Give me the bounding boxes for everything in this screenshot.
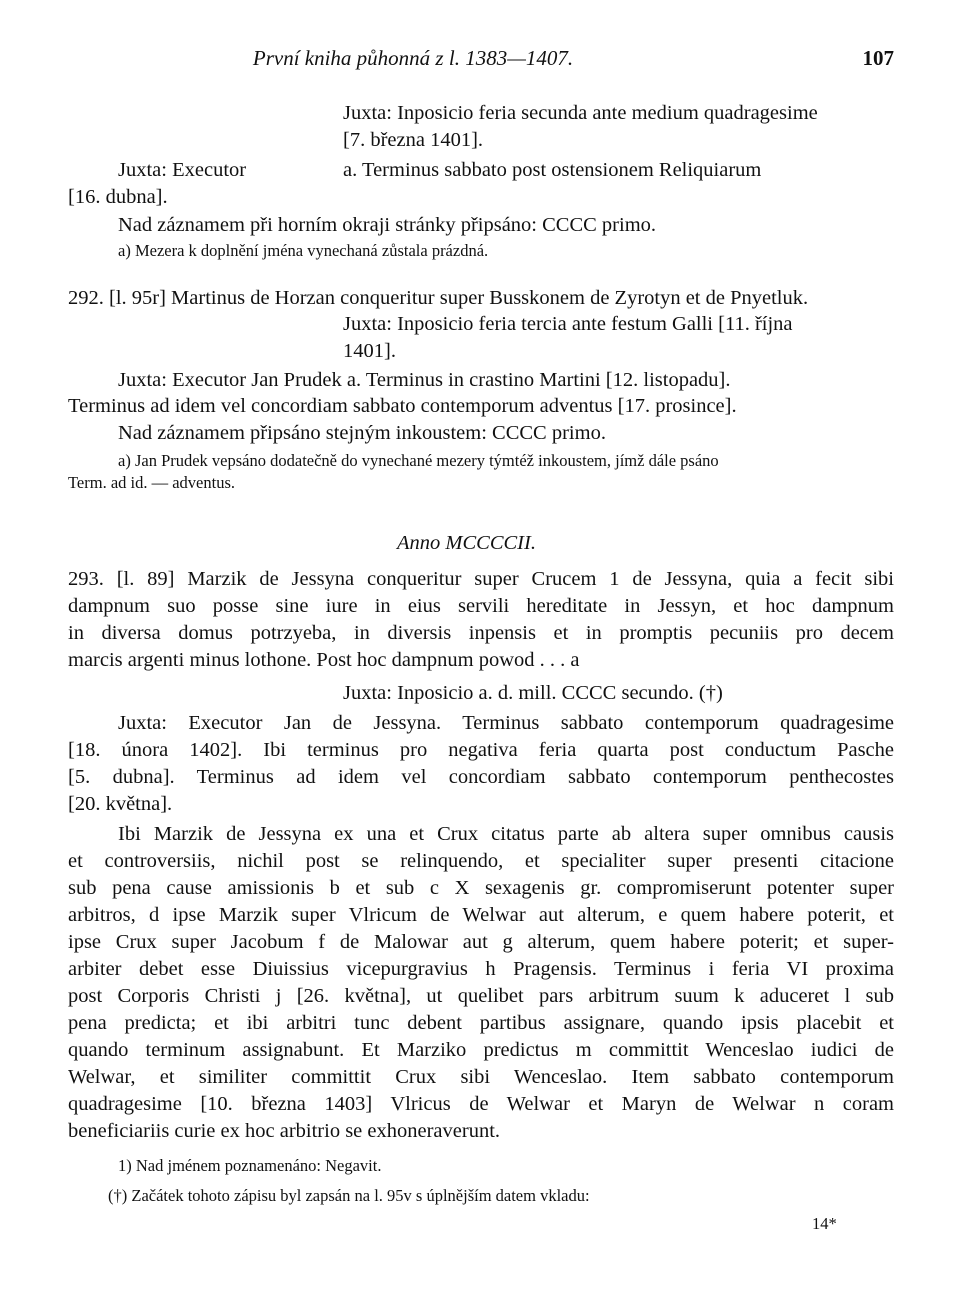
text-line: sub pena cause amissionis b et sub c X sexagenis gr. compromiserunt potenter super	[68, 877, 894, 899]
text-line: Juxta: Executor	[118, 159, 247, 181]
text-line: beneficiariis curie ex hoc arbitrio se exhoneraverunt.	[68, 1120, 501, 1142]
text-line: dampnum suo posse sine iure in eius servili hereditate in Jessyn, et hoc dampnum	[68, 595, 894, 617]
text-line: arbitros, d ipse Marzik super Vlricum de Welwar aut alterum, e quem habere poterit, et	[68, 904, 894, 926]
text-line: (†) Začátek tohoto zápisu byl zapsán na l. 95v s úplnějším datem vkladu:	[108, 1186, 590, 1205]
text-line: 14*	[812, 1214, 837, 1233]
text-line: [5. dubna]. Terminus ad idem vel concordiam sabbato contemporum penthecostes	[68, 766, 894, 788]
text-line: 293. [l. 89] Marzik de Jessyna conqueritur super Crucem 1 de Jessyna, quia a fecit sibi	[68, 568, 894, 590]
text-line: Ibi Marzik de Jessyna ex una et Crux citatus parte ab altera super omnibus causis	[118, 823, 894, 845]
text-line: [16. dubna].	[68, 186, 168, 208]
text-line: Nad záznamem připsáno stejným inkoustem: CCCC primo.	[118, 422, 606, 444]
text-line: ipse Crux super Jacobum f de Malowar aut g alterum, quem habere poterit; et super-	[68, 931, 894, 953]
text-line: Juxta: Executor Jan Prudek a. Terminus in crastino Martini [12. listopadu].	[118, 369, 731, 391]
text-line: marcis argenti minus lothone. Post hoc dampnum powod . . . a	[68, 649, 580, 671]
text-line: a) Mezera k doplnění jména vynechaná zůstala prázdná.	[118, 241, 489, 260]
text-line: Anno MCCCCII.	[397, 532, 536, 554]
text-line: Juxta: Executor Jan de Jessyna. Terminus sabbato contemporum quadragesime	[118, 712, 894, 734]
text-line: [18. února 1402]. Ibi terminus pro negativa feria quarta post conductum Pasche	[68, 739, 894, 761]
page-number: 107	[862, 46, 894, 70]
text-line: in diversa domus potrzyeba, in diversis inpensis et in promptis pecuniis pro decem	[68, 622, 894, 644]
text-line: Juxta: Inposicio feria tercia ante festum Galli [11. října	[343, 313, 793, 335]
text-line: quando terminum assignabunt. Et Marziko predictus m committit Wenceslao iudici de	[68, 1039, 894, 1061]
text-line: Welwar, et similiter committit Crux sibi Wenceslao. Item sabbato contemporum	[68, 1066, 894, 1088]
text-line: Juxta: Inposicio feria secunda ante medium quadragesime	[343, 102, 818, 124]
text-line: [20. května].	[68, 793, 173, 815]
text-line: post Corporis Christi j [26. května], ut quelibet pars arbitrum suum k aduceret l sub	[68, 985, 894, 1007]
text-line: 1) Nad jménem poznamenáno: Negavit.	[118, 1156, 382, 1175]
text-line: a) Jan Prudek vepsáno dodatečně do vynechané mezery týmtéž inkoustem, jímž dále psáno	[118, 451, 719, 470]
text-line: 292. [l. 95r] Martinus de Horzan conqueritur super Busskonem de Zyrotyn et de Pnyetluk.	[68, 287, 809, 309]
text-line: Terminus ad idem vel concordiam sabbato contemporum adventus [17. prosince].	[68, 395, 737, 417]
running-title: První kniha půhonná z l. 1383—1407.	[252, 46, 574, 70]
text-line: arbiter debet esse Diuissius vicepurgravius h Pragensis. Terminus i feria VI proxima	[68, 958, 894, 980]
text-line: pena predicta; et ibi arbitri tunc debent partibus assignare, quando ipsis placebit et	[68, 1012, 894, 1034]
text-line: 1401].	[343, 340, 396, 362]
text-line: a. Terminus sabbato post ostensionem Reliquiarum	[343, 159, 762, 181]
text-line: [7. března 1401].	[343, 129, 484, 151]
text-line: quadragesime [10. března 1403] Vlricus de Welwar et Maryn de Welwar n coram	[68, 1093, 894, 1115]
text-line: Term. ad id. — adventus.	[68, 473, 236, 492]
text-line: Juxta: Inposicio a. d. mill. CCCC secundo. (†)	[343, 682, 723, 704]
text-line: Nad záznamem při horním okraji stránky připsáno: CCCC primo.	[118, 214, 657, 236]
text-line: et controversiis, nichil post se relinquendo, et specialiter super presenti citacione	[68, 850, 894, 872]
